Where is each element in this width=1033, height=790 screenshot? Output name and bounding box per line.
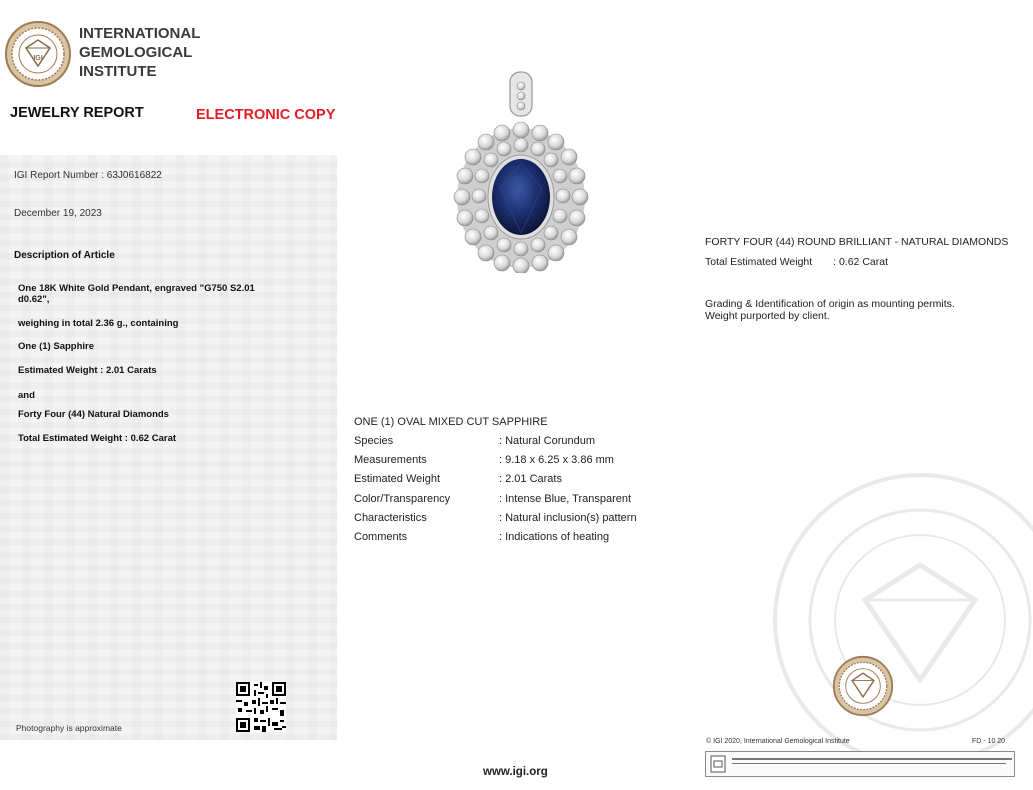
description-heading: Description of Article [14, 250, 115, 261]
description-line: Total Estimated Weight : 0.62 Carat [18, 433, 177, 444]
security-notice-text [732, 756, 1012, 767]
org-name-line3: INSTITUTE [79, 63, 157, 80]
document-icon [710, 755, 726, 773]
details-label: Measurements [354, 454, 427, 467]
details-label: Comments [354, 530, 408, 543]
report-number: IGI Report Number : 63J0616822 [14, 170, 162, 181]
copyright-text: © IGI 2020, International Gemological Institute [706, 738, 850, 745]
details-label: Characteristics [354, 511, 427, 524]
diamonds-weight-label: Total Estimated Weight [705, 256, 813, 268]
form-code: FD - 10 20 [972, 738, 1006, 745]
photo-note: Photography is approximate [16, 723, 122, 733]
website-link[interactable]: www.igi.org [483, 766, 548, 778]
svg-text:IGI: IGI [33, 55, 43, 62]
details-label: Species [354, 435, 394, 447]
report-date: December 19, 2023 [14, 208, 102, 219]
description-line: One (1) Sapphire [18, 341, 95, 352]
description-line: One 18K White Gold Pendant, engraved "G750 S2.01 d0.62", [18, 283, 255, 305]
details-label: Estimated Weight [354, 473, 441, 486]
description-line: Estimated Weight : 2.01 Carats [18, 365, 157, 376]
diamonds-weight-row [705, 256, 888, 268]
electronic-copy-label: ELECTRONIC COPY [196, 107, 336, 123]
description-panel [0, 155, 337, 740]
details-value: : Indications of heating [499, 530, 610, 543]
details-value: : Natural inclusion(s) pattern [499, 511, 637, 524]
org-name-line1: INTERNATIONAL [79, 25, 201, 42]
diamonds-weight-value: : 0.62 Carat [833, 256, 888, 268]
details-label: Color/Transparency [354, 492, 451, 505]
security-notice-box [705, 751, 1015, 777]
igi-seal-logo [4, 20, 72, 88]
sapphire-heading: ONE (1) OVAL MIXED CUT SAPPHIRE [354, 416, 548, 428]
grading-note-line2: Weight purported by client. [705, 310, 830, 322]
qr-code[interactable] [236, 682, 286, 732]
diamonds-heading: FORTY FOUR (44) ROUND BRILLIANT - NATURAL DIAMONDS [705, 236, 1009, 248]
description-line: and [18, 390, 35, 401]
pendant-photo [452, 68, 592, 273]
igi-seal-stamp [832, 655, 894, 717]
details-value: : 9.18 x 6.25 x 3.86 mm [499, 454, 614, 467]
description-line: Forty Four (44) Natural Diamonds [18, 409, 169, 420]
grading-note [705, 298, 1015, 322]
org-name [79, 24, 200, 81]
grading-note-line1: Grading & Identification of origin as mounting permits. [705, 298, 955, 310]
org-name-line2: GEMOLOGICAL [79, 44, 193, 61]
report-title: JEWELRY REPORT [10, 105, 144, 121]
details-value: : Natural Corundum [499, 435, 595, 447]
description-line: weighing in total 2.36 g., containing [18, 318, 179, 329]
details-value: : 2.01 Carats [499, 473, 562, 486]
watermark-seal [770, 470, 1033, 770]
details-value: : Intense Blue, Transparent [499, 492, 632, 505]
